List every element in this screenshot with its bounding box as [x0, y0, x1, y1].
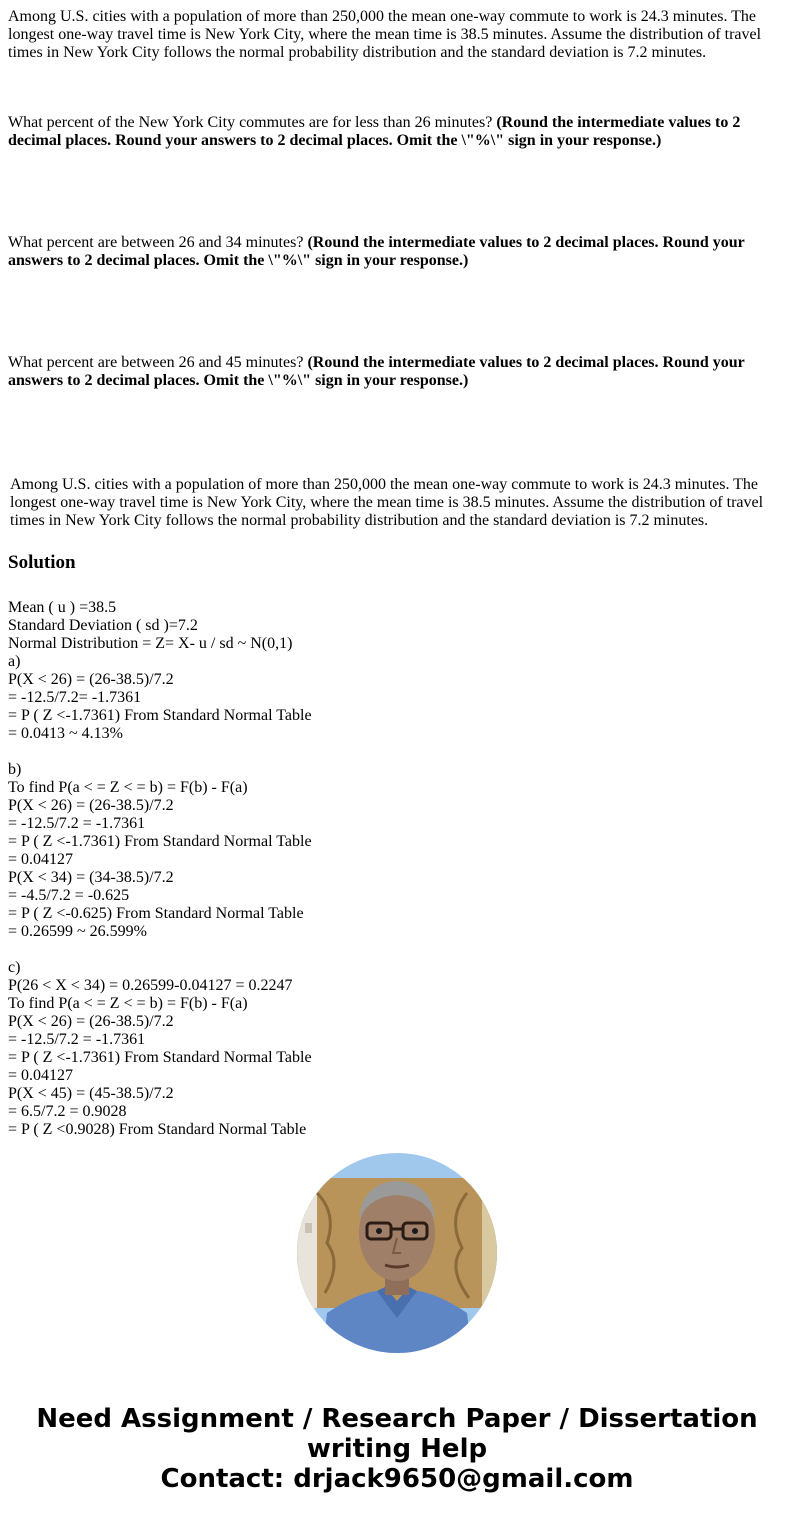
solution-line: P(X < 26) = (26-38.5)/7.2 [8, 797, 174, 814]
solution-line: = -4.5/7.2 = -0.625 [8, 887, 130, 904]
solution-line: = 6.5/7.2 = 0.9028 [8, 1103, 127, 1120]
solution-line: = 0.04127 [8, 851, 74, 868]
problem-intro: Among U.S. cities with a population of more than 250,000 the mean one-way commute to work is 24.3 minutes. The longest one-way travel time is New York City, where the mean time is 38.5 minutes. Assume the distribution of travel times in New York City follows the normal probability distribution and the standard deviation is 7.2 minutes. [8, 8, 762, 61]
question-b [8, 234, 778, 270]
solution-line: = P ( Z <-1.7361) From Standard Normal Table [8, 707, 312, 724]
question-a [8, 114, 778, 150]
solution-line: = P ( Z <0.9028) From Standard Normal Table [8, 1121, 307, 1138]
solution-line: = 0.26599 ~ 26.599% [8, 923, 148, 940]
question-b-instruction: (Round the intermediate values to 2 decimal places. Round your answers to 2 decimal places. Omit the \"%\" sign in your response.) [8, 234, 745, 269]
solution-line: P(X < 45) = (45-38.5)/7.2 [8, 1085, 174, 1102]
solution-line: Normal Distribution = Z= X- u / sd ~ N(0,1) [8, 635, 293, 652]
solution-line: = -12.5/7.2 = -1.7361 [8, 815, 146, 832]
solution-line: To find P(a < = Z < = b) = F(b) - F(a) [8, 995, 248, 1012]
solution-line: c) [8, 959, 21, 976]
author-avatar [297, 1153, 497, 1353]
promo-contact: Contact: drjack9650@gmail.com [160, 1464, 634, 1494]
solution-line: = -12.5/7.2= -1.7361 [8, 689, 142, 706]
question-a-instruction: (Round the intermediate values to 2 decimal places. Round your answers to 2 decimal places. Omit the \"%\" sign in your response.) [8, 114, 741, 149]
solution-line: = -12.5/7.2 = -1.7361 [8, 1031, 146, 1048]
solution-line: = P ( Z <-1.7361) From Standard Normal Table [8, 833, 312, 850]
question-c-instruction: (Round the intermediate values to 2 decimal places. Round your answers to 2 decimal places. Omit the \"%\" sign in your response.) [8, 354, 745, 389]
solution-steps [8, 599, 778, 1139]
problem-restated: Among U.S. cities with a population of more than 250,000 the mean one-way commute to work is 24.3 minutes. The longest one-way travel time is New York City, where the mean time is 38.5 minutes. Assume the distribution of travel times in New York City follows the normal probability distribution and the standard deviation is 7.2 minutes. [10, 476, 764, 529]
solution-line [8, 743, 778, 761]
question-c [8, 354, 778, 390]
promo-line-2: writing Help [306, 1434, 488, 1464]
solution-line [8, 941, 778, 959]
solution-line: a) [8, 653, 21, 670]
document-body [8, 8, 778, 1139]
solution-line: = P ( Z <-0.625) From Standard Normal Table [8, 905, 304, 922]
promo-line-1: Need Assignment / Research Paper / Dissertation [36, 1404, 758, 1434]
solution-line: P(26 < X < 34) = 0.26599-0.04127 = 0.2247 [8, 977, 293, 994]
solution-line: To find P(a < = Z < = b) = F(b) - F(a) [8, 779, 248, 796]
solution-line: P(X < 34) = (34-38.5)/7.2 [8, 869, 174, 886]
solution-heading: Solution [8, 552, 76, 573]
solution-line: Standard Deviation ( sd )=7.2 [8, 617, 198, 634]
question-b-text: What percent are between 26 and 34 minutes? [8, 234, 308, 251]
author-photo [297, 1153, 497, 1353]
promo-banner [0, 1404, 794, 1494]
question-a-text: What percent of the New York City commutes are for less than 26 minutes? [8, 114, 497, 131]
question-c-text: What percent are between 26 and 45 minutes? [8, 354, 308, 371]
solution-line: = P ( Z <-1.7361) From Standard Normal Table [8, 1049, 312, 1066]
solution-line: P(X < 26) = (26-38.5)/7.2 [8, 1013, 174, 1030]
solution-line: b) [8, 761, 22, 778]
solution-line: = 0.0413 ~ 4.13% [8, 725, 124, 742]
solution-line: P(X < 26) = (26-38.5)/7.2 [8, 671, 174, 688]
solution-line: = 0.04127 [8, 1067, 74, 1084]
solution-line: Mean ( u ) =38.5 [8, 599, 117, 616]
